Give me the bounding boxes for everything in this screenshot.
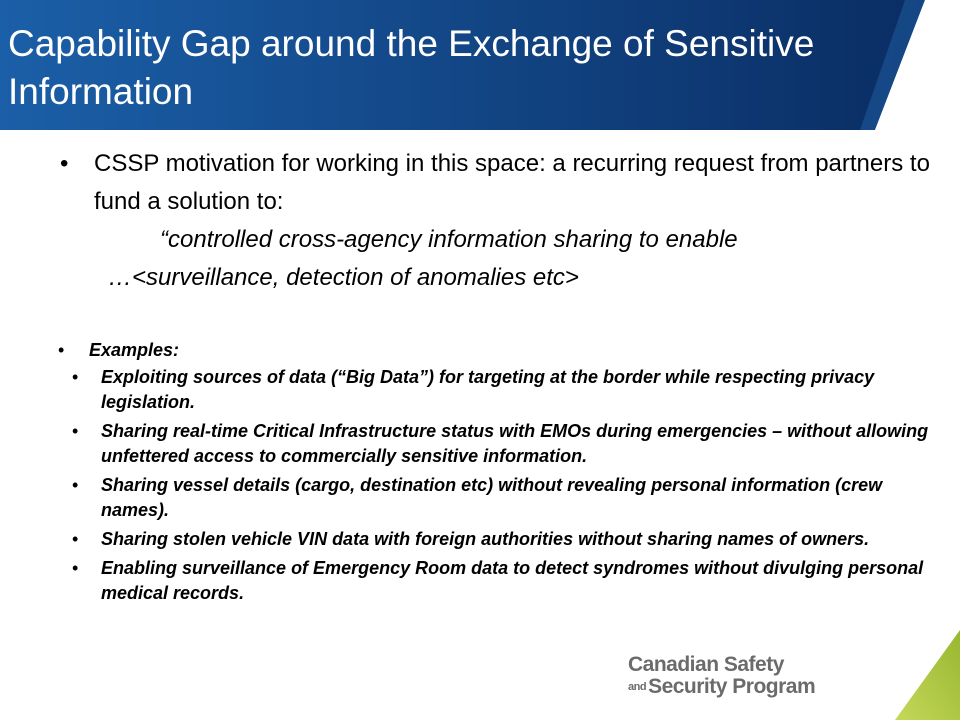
example-text: Sharing stolen vehicle VIN data with foreign authorities without sharing names of owners.	[101, 529, 870, 549]
slide-title: Capability Gap around the Exchange of Sensitive Information	[8, 23, 815, 112]
list-item	[72, 419, 952, 469]
bullet-icon: •	[60, 150, 69, 177]
example-text: Enabling surveillance of Emergency Room data to detect syndromes without divulging personal medical records.	[101, 558, 924, 603]
quote-block	[108, 221, 948, 297]
examples-heading-text: Examples:	[89, 340, 180, 360]
bullet-icon: •	[72, 421, 79, 441]
logo-and: and	[628, 681, 647, 694]
bullet-icon: •	[58, 340, 65, 360]
bullet-icon: •	[72, 475, 79, 495]
list-item	[72, 473, 952, 523]
logo-line-2	[628, 676, 828, 698]
corner-stripe-decoration	[830, 630, 960, 720]
bullet-icon: •	[72, 367, 79, 387]
program-logo	[628, 654, 828, 698]
example-text: Exploiting sources of data (“Big Data”) for targeting at the border while respecting privacy legislation.	[101, 367, 875, 412]
list-item	[72, 527, 952, 552]
main-point-text: CSSP motivation for working in this space: a recurring request from partners to fund a solution to:	[94, 150, 930, 215]
examples-list	[72, 365, 952, 610]
example-text: Sharing real-time Critical Infrastructure status with EMOs during emergencies – without allowing unfettered access to commercially sensitive information.	[101, 421, 929, 466]
example-text: Sharing vessel details (cargo, destination etc) without revealing personal information (crew names).	[101, 475, 883, 520]
corner-stripe-shape	[830, 630, 960, 720]
logo-line-1: Canadian Safety	[628, 653, 784, 676]
quote-line-1: “controlled cross-agency information sharing to enable	[160, 226, 738, 253]
logo-line-2-text: Security Program	[648, 675, 816, 698]
list-item	[72, 365, 952, 415]
bullet-icon: •	[72, 558, 79, 578]
bullet-icon: •	[72, 529, 79, 549]
list-item	[72, 556, 952, 606]
quote-line-2: …<surveillance, detection of anomalies etc>	[108, 264, 579, 291]
